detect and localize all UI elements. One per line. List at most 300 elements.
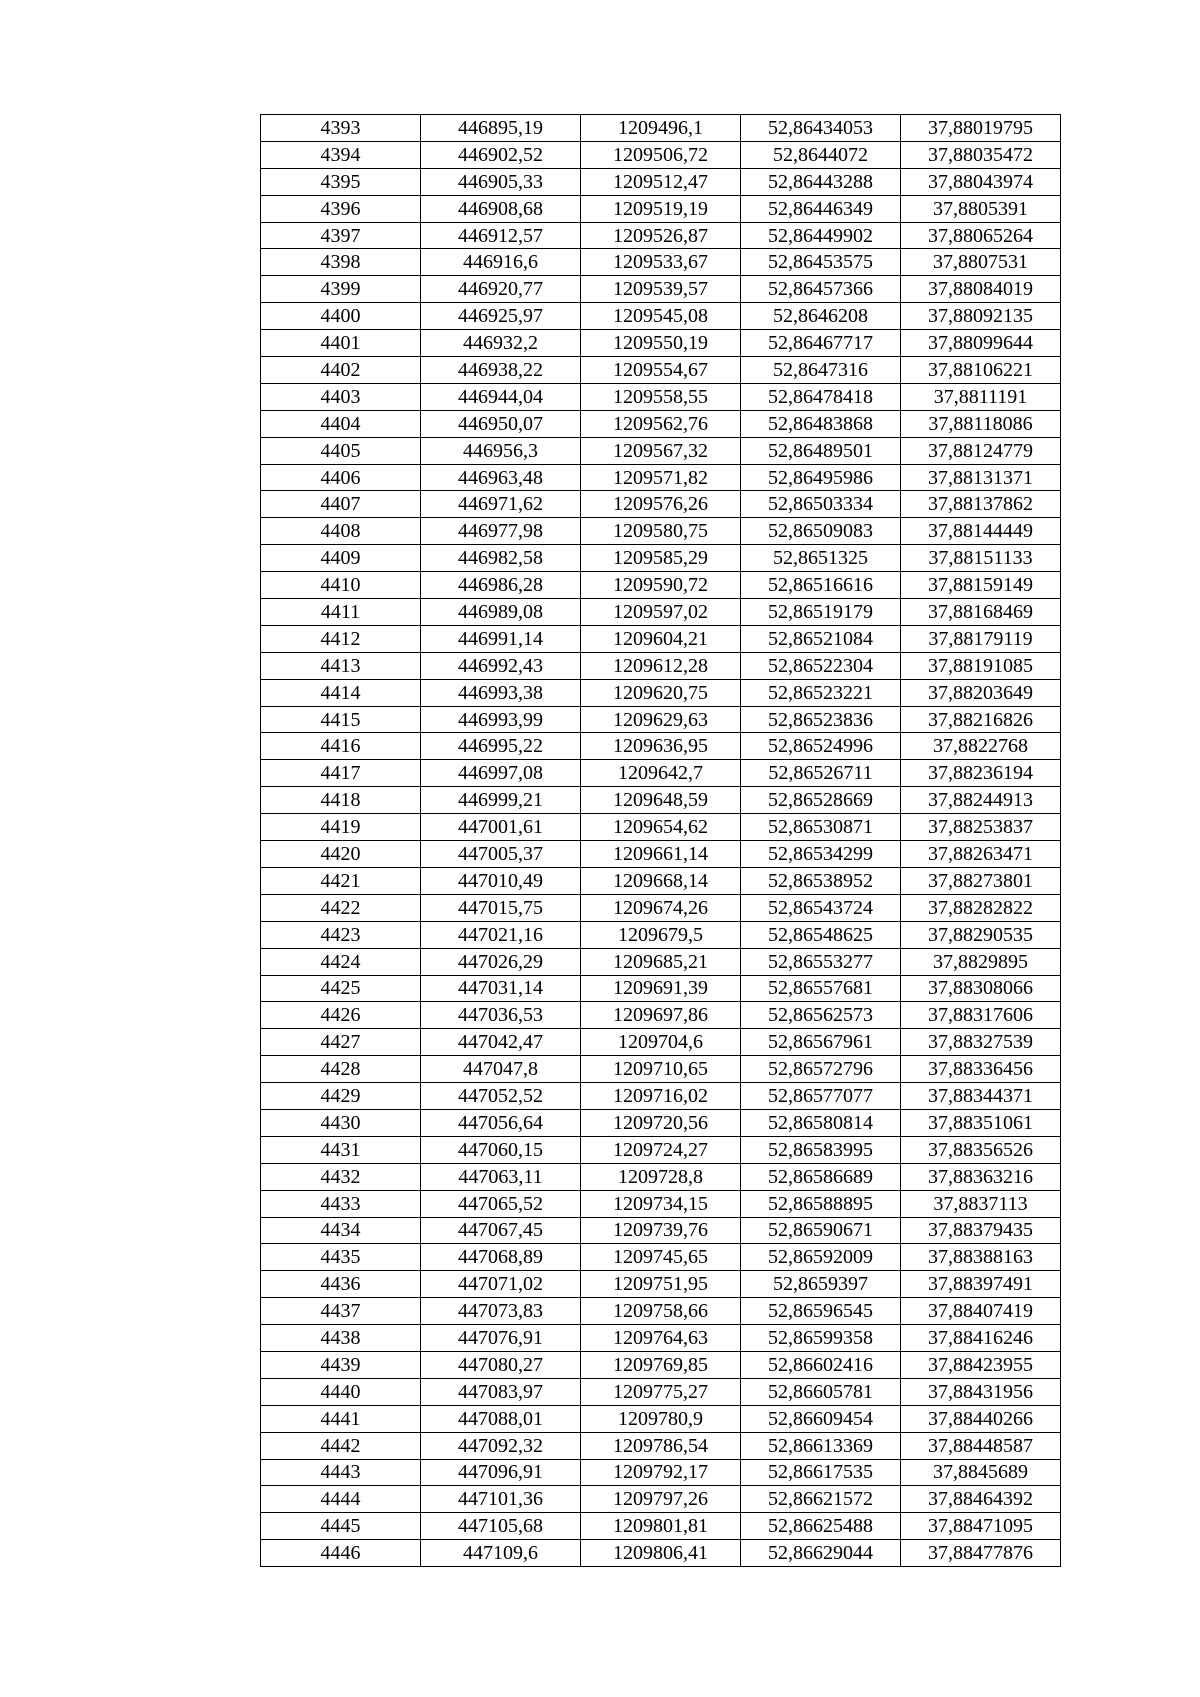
table-row bbox=[261, 733, 1061, 760]
x-coordinate-cell: 447015,75 bbox=[421, 894, 581, 921]
table-row bbox=[261, 1136, 1061, 1163]
longitude-cell: 37,88106221 bbox=[901, 357, 1061, 384]
point-number-cell: 4433 bbox=[261, 1190, 421, 1217]
table-row bbox=[261, 491, 1061, 518]
latitude-cell: 52,86534299 bbox=[741, 841, 901, 868]
latitude-cell: 52,86553277 bbox=[741, 948, 901, 975]
x-coordinate-cell: 447080,27 bbox=[421, 1351, 581, 1378]
x-coordinate-cell: 446938,22 bbox=[421, 357, 581, 384]
point-number-cell: 4426 bbox=[261, 1002, 421, 1029]
x-coordinate-cell: 446963,48 bbox=[421, 464, 581, 491]
latitude-cell: 52,86495986 bbox=[741, 464, 901, 491]
point-number-cell: 4419 bbox=[261, 814, 421, 841]
point-number-cell: 4431 bbox=[261, 1136, 421, 1163]
table-row bbox=[261, 168, 1061, 195]
table-row bbox=[261, 141, 1061, 168]
point-number-cell: 4406 bbox=[261, 464, 421, 491]
x-coordinate-cell: 447042,47 bbox=[421, 1029, 581, 1056]
longitude-cell: 37,8837113 bbox=[901, 1190, 1061, 1217]
x-coordinate-cell: 446993,38 bbox=[421, 679, 581, 706]
table-row bbox=[261, 1163, 1061, 1190]
point-number-cell: 4393 bbox=[261, 115, 421, 142]
y-coordinate-cell: 1209720,56 bbox=[581, 1109, 741, 1136]
table-row bbox=[261, 787, 1061, 814]
table-row bbox=[261, 1405, 1061, 1432]
x-coordinate-cell: 446986,28 bbox=[421, 572, 581, 599]
x-coordinate-cell: 447092,32 bbox=[421, 1432, 581, 1459]
latitude-cell: 52,86592009 bbox=[741, 1244, 901, 1271]
table-row bbox=[261, 303, 1061, 330]
longitude-cell: 37,88388163 bbox=[901, 1244, 1061, 1271]
point-number-cell: 4402 bbox=[261, 357, 421, 384]
longitude-cell: 37,88035472 bbox=[901, 141, 1061, 168]
y-coordinate-cell: 1209567,32 bbox=[581, 437, 741, 464]
longitude-cell: 37,88308066 bbox=[901, 975, 1061, 1002]
point-number-cell: 4400 bbox=[261, 303, 421, 330]
x-coordinate-cell: 446992,43 bbox=[421, 652, 581, 679]
longitude-cell: 37,88203649 bbox=[901, 679, 1061, 706]
x-coordinate-cell: 447071,02 bbox=[421, 1271, 581, 1298]
longitude-cell: 37,88351061 bbox=[901, 1109, 1061, 1136]
point-number-cell: 4441 bbox=[261, 1405, 421, 1432]
table-row bbox=[261, 760, 1061, 787]
y-coordinate-cell: 1209710,65 bbox=[581, 1056, 741, 1083]
longitude-cell: 37,88464392 bbox=[901, 1486, 1061, 1513]
x-coordinate-cell: 446902,52 bbox=[421, 141, 581, 168]
point-number-cell: 4443 bbox=[261, 1459, 421, 1486]
y-coordinate-cell: 1209654,62 bbox=[581, 814, 741, 841]
longitude-cell: 37,88356526 bbox=[901, 1136, 1061, 1163]
x-coordinate-cell: 446916,6 bbox=[421, 249, 581, 276]
table-row bbox=[261, 572, 1061, 599]
latitude-cell: 52,86489501 bbox=[741, 437, 901, 464]
point-number-cell: 4415 bbox=[261, 706, 421, 733]
x-coordinate-cell: 447056,64 bbox=[421, 1109, 581, 1136]
point-number-cell: 4399 bbox=[261, 276, 421, 303]
point-number-cell: 4408 bbox=[261, 518, 421, 545]
x-coordinate-cell: 447105,68 bbox=[421, 1513, 581, 1540]
y-coordinate-cell: 1209697,86 bbox=[581, 1002, 741, 1029]
latitude-cell: 52,86526711 bbox=[741, 760, 901, 787]
point-number-cell: 4439 bbox=[261, 1351, 421, 1378]
y-coordinate-cell: 1209724,27 bbox=[581, 1136, 741, 1163]
point-number-cell: 4442 bbox=[261, 1432, 421, 1459]
table-row bbox=[261, 383, 1061, 410]
table-row bbox=[261, 518, 1061, 545]
longitude-cell: 37,88118086 bbox=[901, 410, 1061, 437]
y-coordinate-cell: 1209775,27 bbox=[581, 1378, 741, 1405]
coordinates-table-body bbox=[261, 115, 1061, 1567]
latitude-cell: 52,86596545 bbox=[741, 1298, 901, 1325]
table-row bbox=[261, 706, 1061, 733]
latitude-cell: 52,86521084 bbox=[741, 625, 901, 652]
latitude-cell: 52,86577077 bbox=[741, 1083, 901, 1110]
longitude-cell: 37,88065264 bbox=[901, 222, 1061, 249]
point-number-cell: 4407 bbox=[261, 491, 421, 518]
coordinates-table bbox=[260, 114, 1061, 1567]
longitude-cell: 37,88327539 bbox=[901, 1029, 1061, 1056]
x-coordinate-cell: 447036,53 bbox=[421, 1002, 581, 1029]
latitude-cell: 52,86586689 bbox=[741, 1163, 901, 1190]
table-row bbox=[261, 437, 1061, 464]
y-coordinate-cell: 1209806,41 bbox=[581, 1540, 741, 1567]
latitude-cell: 52,86524996 bbox=[741, 733, 901, 760]
point-number-cell: 4440 bbox=[261, 1378, 421, 1405]
y-coordinate-cell: 1209769,85 bbox=[581, 1351, 741, 1378]
y-coordinate-cell: 1209585,29 bbox=[581, 545, 741, 572]
point-number-cell: 4403 bbox=[261, 383, 421, 410]
x-coordinate-cell: 447067,45 bbox=[421, 1217, 581, 1244]
point-number-cell: 4414 bbox=[261, 679, 421, 706]
x-coordinate-cell: 447083,97 bbox=[421, 1378, 581, 1405]
x-coordinate-cell: 446932,2 bbox=[421, 330, 581, 357]
longitude-cell: 37,88379435 bbox=[901, 1217, 1061, 1244]
x-coordinate-cell: 447076,91 bbox=[421, 1325, 581, 1352]
latitude-cell: 52,86523221 bbox=[741, 679, 901, 706]
x-coordinate-cell: 446993,99 bbox=[421, 706, 581, 733]
table-row bbox=[261, 975, 1061, 1002]
y-coordinate-cell: 1209764,63 bbox=[581, 1325, 741, 1352]
point-number-cell: 4395 bbox=[261, 168, 421, 195]
x-coordinate-cell: 447063,11 bbox=[421, 1163, 581, 1190]
y-coordinate-cell: 1209519,19 bbox=[581, 195, 741, 222]
y-coordinate-cell: 1209797,26 bbox=[581, 1486, 741, 1513]
table-row bbox=[261, 1351, 1061, 1378]
y-coordinate-cell: 1209590,72 bbox=[581, 572, 741, 599]
latitude-cell: 52,86467717 bbox=[741, 330, 901, 357]
y-coordinate-cell: 1209597,02 bbox=[581, 599, 741, 626]
x-coordinate-cell: 447109,6 bbox=[421, 1540, 581, 1567]
latitude-cell: 52,86523836 bbox=[741, 706, 901, 733]
y-coordinate-cell: 1209734,15 bbox=[581, 1190, 741, 1217]
latitude-cell: 52,86443288 bbox=[741, 168, 901, 195]
longitude-cell: 37,8805391 bbox=[901, 195, 1061, 222]
y-coordinate-cell: 1209728,8 bbox=[581, 1163, 741, 1190]
table-row bbox=[261, 841, 1061, 868]
table-row bbox=[261, 249, 1061, 276]
point-number-cell: 4423 bbox=[261, 921, 421, 948]
y-coordinate-cell: 1209739,76 bbox=[581, 1217, 741, 1244]
table-row bbox=[261, 1432, 1061, 1459]
longitude-cell: 37,88448587 bbox=[901, 1432, 1061, 1459]
longitude-cell: 37,88099644 bbox=[901, 330, 1061, 357]
longitude-cell: 37,88263471 bbox=[901, 841, 1061, 868]
point-number-cell: 4430 bbox=[261, 1109, 421, 1136]
y-coordinate-cell: 1209674,26 bbox=[581, 894, 741, 921]
y-coordinate-cell: 1209612,28 bbox=[581, 652, 741, 679]
x-coordinate-cell: 446989,08 bbox=[421, 599, 581, 626]
table-row bbox=[261, 1083, 1061, 1110]
x-coordinate-cell: 447021,16 bbox=[421, 921, 581, 948]
table-row bbox=[261, 625, 1061, 652]
latitude-cell: 52,86588895 bbox=[741, 1190, 901, 1217]
table-row bbox=[261, 1271, 1061, 1298]
latitude-cell: 52,86543724 bbox=[741, 894, 901, 921]
table-row bbox=[261, 921, 1061, 948]
point-number-cell: 4401 bbox=[261, 330, 421, 357]
table-row bbox=[261, 1298, 1061, 1325]
latitude-cell: 52,86617535 bbox=[741, 1459, 901, 1486]
y-coordinate-cell: 1209512,47 bbox=[581, 168, 741, 195]
table-row bbox=[261, 115, 1061, 142]
point-number-cell: 4428 bbox=[261, 1056, 421, 1083]
longitude-cell: 37,88151133 bbox=[901, 545, 1061, 572]
latitude-cell: 52,86572796 bbox=[741, 1056, 901, 1083]
latitude-cell: 52,8651325 bbox=[741, 545, 901, 572]
table-row bbox=[261, 1486, 1061, 1513]
x-coordinate-cell: 446912,57 bbox=[421, 222, 581, 249]
longitude-cell: 37,88124779 bbox=[901, 437, 1061, 464]
y-coordinate-cell: 1209629,63 bbox=[581, 706, 741, 733]
longitude-cell: 37,88043974 bbox=[901, 168, 1061, 195]
longitude-cell: 37,88336456 bbox=[901, 1056, 1061, 1083]
latitude-cell: 52,86483868 bbox=[741, 410, 901, 437]
point-number-cell: 4445 bbox=[261, 1513, 421, 1540]
point-number-cell: 4434 bbox=[261, 1217, 421, 1244]
table-row bbox=[261, 1190, 1061, 1217]
table-row bbox=[261, 276, 1061, 303]
x-coordinate-cell: 447026,29 bbox=[421, 948, 581, 975]
table-row bbox=[261, 1244, 1061, 1271]
latitude-cell: 52,86519179 bbox=[741, 599, 901, 626]
longitude-cell: 37,88168469 bbox=[901, 599, 1061, 626]
y-coordinate-cell: 1209604,21 bbox=[581, 625, 741, 652]
y-coordinate-cell: 1209496,1 bbox=[581, 115, 741, 142]
x-coordinate-cell: 446995,22 bbox=[421, 733, 581, 760]
longitude-cell: 37,88471095 bbox=[901, 1513, 1061, 1540]
table-row bbox=[261, 1378, 1061, 1405]
x-coordinate-cell: 447031,14 bbox=[421, 975, 581, 1002]
latitude-cell: 52,86580814 bbox=[741, 1109, 901, 1136]
longitude-cell: 37,88159149 bbox=[901, 572, 1061, 599]
y-coordinate-cell: 1209691,39 bbox=[581, 975, 741, 1002]
table-row bbox=[261, 222, 1061, 249]
latitude-cell: 52,86453575 bbox=[741, 249, 901, 276]
point-number-cell: 4418 bbox=[261, 787, 421, 814]
table-row bbox=[261, 1217, 1061, 1244]
x-coordinate-cell: 446905,33 bbox=[421, 168, 581, 195]
longitude-cell: 37,88273801 bbox=[901, 867, 1061, 894]
point-number-cell: 4446 bbox=[261, 1540, 421, 1567]
longitude-cell: 37,88131371 bbox=[901, 464, 1061, 491]
point-number-cell: 4413 bbox=[261, 652, 421, 679]
point-number-cell: 4396 bbox=[261, 195, 421, 222]
y-coordinate-cell: 1209539,57 bbox=[581, 276, 741, 303]
x-coordinate-cell: 446991,14 bbox=[421, 625, 581, 652]
y-coordinate-cell: 1209679,5 bbox=[581, 921, 741, 948]
table-row bbox=[261, 1002, 1061, 1029]
y-coordinate-cell: 1209550,19 bbox=[581, 330, 741, 357]
y-coordinate-cell: 1209533,67 bbox=[581, 249, 741, 276]
x-coordinate-cell: 446920,77 bbox=[421, 276, 581, 303]
latitude-cell: 52,86548625 bbox=[741, 921, 901, 948]
x-coordinate-cell: 447005,37 bbox=[421, 841, 581, 868]
latitude-cell: 52,86503334 bbox=[741, 491, 901, 518]
table-row bbox=[261, 1540, 1061, 1567]
longitude-cell: 37,88416246 bbox=[901, 1325, 1061, 1352]
latitude-cell: 52,86446349 bbox=[741, 195, 901, 222]
y-coordinate-cell: 1209716,02 bbox=[581, 1083, 741, 1110]
latitude-cell: 52,86522304 bbox=[741, 652, 901, 679]
longitude-cell: 37,88144449 bbox=[901, 518, 1061, 545]
longitude-cell: 37,88236194 bbox=[901, 760, 1061, 787]
point-number-cell: 4416 bbox=[261, 733, 421, 760]
x-coordinate-cell: 447065,52 bbox=[421, 1190, 581, 1217]
x-coordinate-cell: 447060,15 bbox=[421, 1136, 581, 1163]
longitude-cell: 37,88317606 bbox=[901, 1002, 1061, 1029]
point-number-cell: 4397 bbox=[261, 222, 421, 249]
x-coordinate-cell: 447073,83 bbox=[421, 1298, 581, 1325]
latitude-cell: 52,86629044 bbox=[741, 1540, 901, 1567]
longitude-cell: 37,8845689 bbox=[901, 1459, 1061, 1486]
longitude-cell: 37,8829895 bbox=[901, 948, 1061, 975]
y-coordinate-cell: 1209580,75 bbox=[581, 518, 741, 545]
latitude-cell: 52,8659397 bbox=[741, 1271, 901, 1298]
table-row bbox=[261, 652, 1061, 679]
longitude-cell: 37,88191085 bbox=[901, 652, 1061, 679]
latitude-cell: 52,86516616 bbox=[741, 572, 901, 599]
table-row bbox=[261, 1513, 1061, 1540]
longitude-cell: 37,88216826 bbox=[901, 706, 1061, 733]
y-coordinate-cell: 1209780,9 bbox=[581, 1405, 741, 1432]
y-coordinate-cell: 1209668,14 bbox=[581, 867, 741, 894]
longitude-cell: 37,88363216 bbox=[901, 1163, 1061, 1190]
y-coordinate-cell: 1209648,59 bbox=[581, 787, 741, 814]
latitude-cell: 52,86449902 bbox=[741, 222, 901, 249]
y-coordinate-cell: 1209636,95 bbox=[581, 733, 741, 760]
longitude-cell: 37,8807531 bbox=[901, 249, 1061, 276]
table-row bbox=[261, 814, 1061, 841]
longitude-cell: 37,88282822 bbox=[901, 894, 1061, 921]
point-number-cell: 4404 bbox=[261, 410, 421, 437]
x-coordinate-cell: 447088,01 bbox=[421, 1405, 581, 1432]
x-coordinate-cell: 447047,8 bbox=[421, 1056, 581, 1083]
x-coordinate-cell: 446925,97 bbox=[421, 303, 581, 330]
y-coordinate-cell: 1209562,76 bbox=[581, 410, 741, 437]
table-row bbox=[261, 1056, 1061, 1083]
point-number-cell: 4435 bbox=[261, 1244, 421, 1271]
point-number-cell: 4394 bbox=[261, 141, 421, 168]
y-coordinate-cell: 1209554,67 bbox=[581, 357, 741, 384]
longitude-cell: 37,88397491 bbox=[901, 1271, 1061, 1298]
table-row bbox=[261, 545, 1061, 572]
x-coordinate-cell: 447001,61 bbox=[421, 814, 581, 841]
x-coordinate-cell: 447068,89 bbox=[421, 1244, 581, 1271]
point-number-cell: 4411 bbox=[261, 599, 421, 626]
table-row bbox=[261, 1109, 1061, 1136]
y-coordinate-cell: 1209558,55 bbox=[581, 383, 741, 410]
latitude-cell: 52,86613369 bbox=[741, 1432, 901, 1459]
y-coordinate-cell: 1209786,54 bbox=[581, 1432, 741, 1459]
longitude-cell: 37,8822768 bbox=[901, 733, 1061, 760]
y-coordinate-cell: 1209576,26 bbox=[581, 491, 741, 518]
longitude-cell: 37,88137862 bbox=[901, 491, 1061, 518]
latitude-cell: 52,86562573 bbox=[741, 1002, 901, 1029]
latitude-cell: 52,86530871 bbox=[741, 814, 901, 841]
longitude-cell: 37,88019795 bbox=[901, 115, 1061, 142]
point-number-cell: 4410 bbox=[261, 572, 421, 599]
x-coordinate-cell: 447101,36 bbox=[421, 1486, 581, 1513]
y-coordinate-cell: 1209526,87 bbox=[581, 222, 741, 249]
longitude-cell: 37,88423955 bbox=[901, 1351, 1061, 1378]
longitude-cell: 37,88407419 bbox=[901, 1298, 1061, 1325]
y-coordinate-cell: 1209801,81 bbox=[581, 1513, 741, 1540]
table-row bbox=[261, 1325, 1061, 1352]
y-coordinate-cell: 1209751,95 bbox=[581, 1271, 741, 1298]
latitude-cell: 52,86528669 bbox=[741, 787, 901, 814]
y-coordinate-cell: 1209792,17 bbox=[581, 1459, 741, 1486]
latitude-cell: 52,86478418 bbox=[741, 383, 901, 410]
longitude-cell: 37,88440266 bbox=[901, 1405, 1061, 1432]
latitude-cell: 52,86609454 bbox=[741, 1405, 901, 1432]
point-number-cell: 4409 bbox=[261, 545, 421, 572]
point-number-cell: 4417 bbox=[261, 760, 421, 787]
table-row bbox=[261, 464, 1061, 491]
latitude-cell: 52,86434053 bbox=[741, 115, 901, 142]
y-coordinate-cell: 1209745,65 bbox=[581, 1244, 741, 1271]
longitude-cell: 37,88431956 bbox=[901, 1378, 1061, 1405]
point-number-cell: 4429 bbox=[261, 1083, 421, 1110]
y-coordinate-cell: 1209642,7 bbox=[581, 760, 741, 787]
point-number-cell: 4420 bbox=[261, 841, 421, 868]
point-number-cell: 4398 bbox=[261, 249, 421, 276]
latitude-cell: 52,86557681 bbox=[741, 975, 901, 1002]
longitude-cell: 37,88344371 bbox=[901, 1083, 1061, 1110]
point-number-cell: 4405 bbox=[261, 437, 421, 464]
longitude-cell: 37,88179119 bbox=[901, 625, 1061, 652]
y-coordinate-cell: 1209545,08 bbox=[581, 303, 741, 330]
latitude-cell: 52,8646208 bbox=[741, 303, 901, 330]
y-coordinate-cell: 1209685,21 bbox=[581, 948, 741, 975]
latitude-cell: 52,86457366 bbox=[741, 276, 901, 303]
point-number-cell: 4427 bbox=[261, 1029, 421, 1056]
x-coordinate-cell: 446971,62 bbox=[421, 491, 581, 518]
x-coordinate-cell: 446950,07 bbox=[421, 410, 581, 437]
y-coordinate-cell: 1209620,75 bbox=[581, 679, 741, 706]
y-coordinate-cell: 1209661,14 bbox=[581, 841, 741, 868]
latitude-cell: 52,86538952 bbox=[741, 867, 901, 894]
y-coordinate-cell: 1209758,66 bbox=[581, 1298, 741, 1325]
latitude-cell: 52,86602416 bbox=[741, 1351, 901, 1378]
longitude-cell: 37,88253837 bbox=[901, 814, 1061, 841]
table-row bbox=[261, 195, 1061, 222]
latitude-cell: 52,86509083 bbox=[741, 518, 901, 545]
table-row bbox=[261, 1029, 1061, 1056]
point-number-cell: 4432 bbox=[261, 1163, 421, 1190]
x-coordinate-cell: 446977,98 bbox=[421, 518, 581, 545]
table-row bbox=[261, 599, 1061, 626]
x-coordinate-cell: 447052,52 bbox=[421, 1083, 581, 1110]
table-row bbox=[261, 330, 1061, 357]
table-row bbox=[261, 894, 1061, 921]
point-number-cell: 4444 bbox=[261, 1486, 421, 1513]
latitude-cell: 52,86590671 bbox=[741, 1217, 901, 1244]
point-number-cell: 4421 bbox=[261, 867, 421, 894]
table-row bbox=[261, 679, 1061, 706]
point-number-cell: 4424 bbox=[261, 948, 421, 975]
point-number-cell: 4438 bbox=[261, 1325, 421, 1352]
point-number-cell: 4422 bbox=[261, 894, 421, 921]
latitude-cell: 52,86567961 bbox=[741, 1029, 901, 1056]
x-coordinate-cell: 446895,19 bbox=[421, 115, 581, 142]
longitude-cell: 37,8811191 bbox=[901, 383, 1061, 410]
x-coordinate-cell: 446908,68 bbox=[421, 195, 581, 222]
table-row bbox=[261, 1459, 1061, 1486]
latitude-cell: 52,86599358 bbox=[741, 1325, 901, 1352]
latitude-cell: 52,86621572 bbox=[741, 1486, 901, 1513]
longitude-cell: 37,88477876 bbox=[901, 1540, 1061, 1567]
x-coordinate-cell: 447010,49 bbox=[421, 867, 581, 894]
